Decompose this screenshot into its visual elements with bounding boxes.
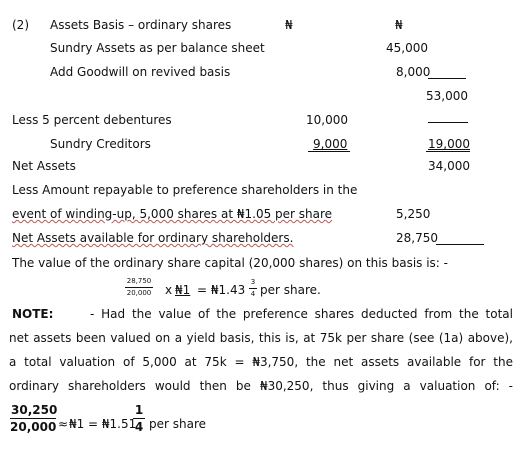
creditors-label: Sundry Creditors xyxy=(50,137,151,151)
available-amount: 28,750 xyxy=(396,231,438,245)
formula2-denominator: 20,000 xyxy=(10,420,57,434)
debentures-amount: 10,000 xyxy=(306,113,348,127)
value-statement: The value of the ordinary share capital (20,000 shares) on this basis is: - xyxy=(12,256,448,270)
available-underline xyxy=(436,244,484,245)
formula2-numerator: 30,250 xyxy=(11,403,58,417)
formula1-denominator: 20,000 xyxy=(126,289,152,297)
creditors-amount: 9,000 xyxy=(313,137,348,151)
formula2-suffix: per share xyxy=(149,417,207,431)
naira-symbol-col2: ₦ xyxy=(395,18,403,32)
preference-line-2: event of winding-up, 5,000 shares at ₦1.05 per share xyxy=(12,207,333,221)
debentures-rule xyxy=(428,122,468,123)
creditors-total-underline xyxy=(426,151,470,152)
preference-line-1: Less Amount repayable to preference shareholders in the xyxy=(12,183,358,197)
formula1-suffix: per share. xyxy=(260,283,321,297)
net-assets-amount: 34,000 xyxy=(428,159,470,173)
creditors-underline xyxy=(308,151,350,152)
preference-amount: 5,250 xyxy=(396,207,431,221)
formula1-unit: ₦1 xyxy=(175,283,191,297)
debentures-label: Less 5 percent debentures xyxy=(12,113,172,127)
formula1-equals: = ₦1.43 xyxy=(197,283,246,297)
formula1-times: x xyxy=(165,283,173,297)
goodwill-underline xyxy=(428,78,466,79)
available-label: Net Assets available for ordinary shareholders. xyxy=(12,231,294,245)
note-line-4: ordinary shareholders would then be ₦30,250, thus giving a valuation of: - xyxy=(9,379,513,393)
formula2-equals: = ₦1.51 xyxy=(88,417,137,431)
formula1-mixed-fraction xyxy=(249,279,257,298)
section-title: Assets Basis – ordinary shares xyxy=(50,18,232,32)
goodwill-amount: 8,000 xyxy=(396,65,431,79)
net-assets-label: Net Assets xyxy=(12,159,76,173)
formula2-approx: ≈ xyxy=(58,417,69,431)
formula2-unit: ₦1 xyxy=(69,417,85,431)
formula2-frac-den: 4 xyxy=(134,420,144,434)
sundry-assets-label: Sundry Assets as per balance sheet xyxy=(50,41,265,55)
section-number: (2) xyxy=(12,18,29,32)
formula1-frac-num: 3 xyxy=(249,279,257,289)
sundry-assets-amount: 45,000 xyxy=(386,41,428,55)
formula2-fraction xyxy=(10,404,56,433)
goodwill-label: Add Goodwill on revived basis xyxy=(50,65,231,79)
note-label: NOTE: xyxy=(12,307,54,321)
creditors-total: 19,000 xyxy=(428,137,470,151)
formula1-frac-den: 4 xyxy=(250,290,256,298)
formula1-fraction xyxy=(125,278,153,297)
subtotal-amount: 53,000 xyxy=(426,89,468,103)
formula1-numerator: 28,750 xyxy=(125,278,153,288)
note-line-1: - Had the value of the preference shares deducted from the total xyxy=(90,307,513,321)
note-line-2: net assets been valued on a yield basis, this is, at 75k per share (see (1a) above), xyxy=(9,331,513,345)
formula2-frac-num: 1 xyxy=(134,403,144,417)
formula2-mixed-fraction xyxy=(133,404,145,433)
note-line-3: a total valuation of 5,000 at 75k = ₦3,750, the net assets available for the xyxy=(9,355,513,369)
naira-symbol-col1: ₦ xyxy=(285,18,293,32)
